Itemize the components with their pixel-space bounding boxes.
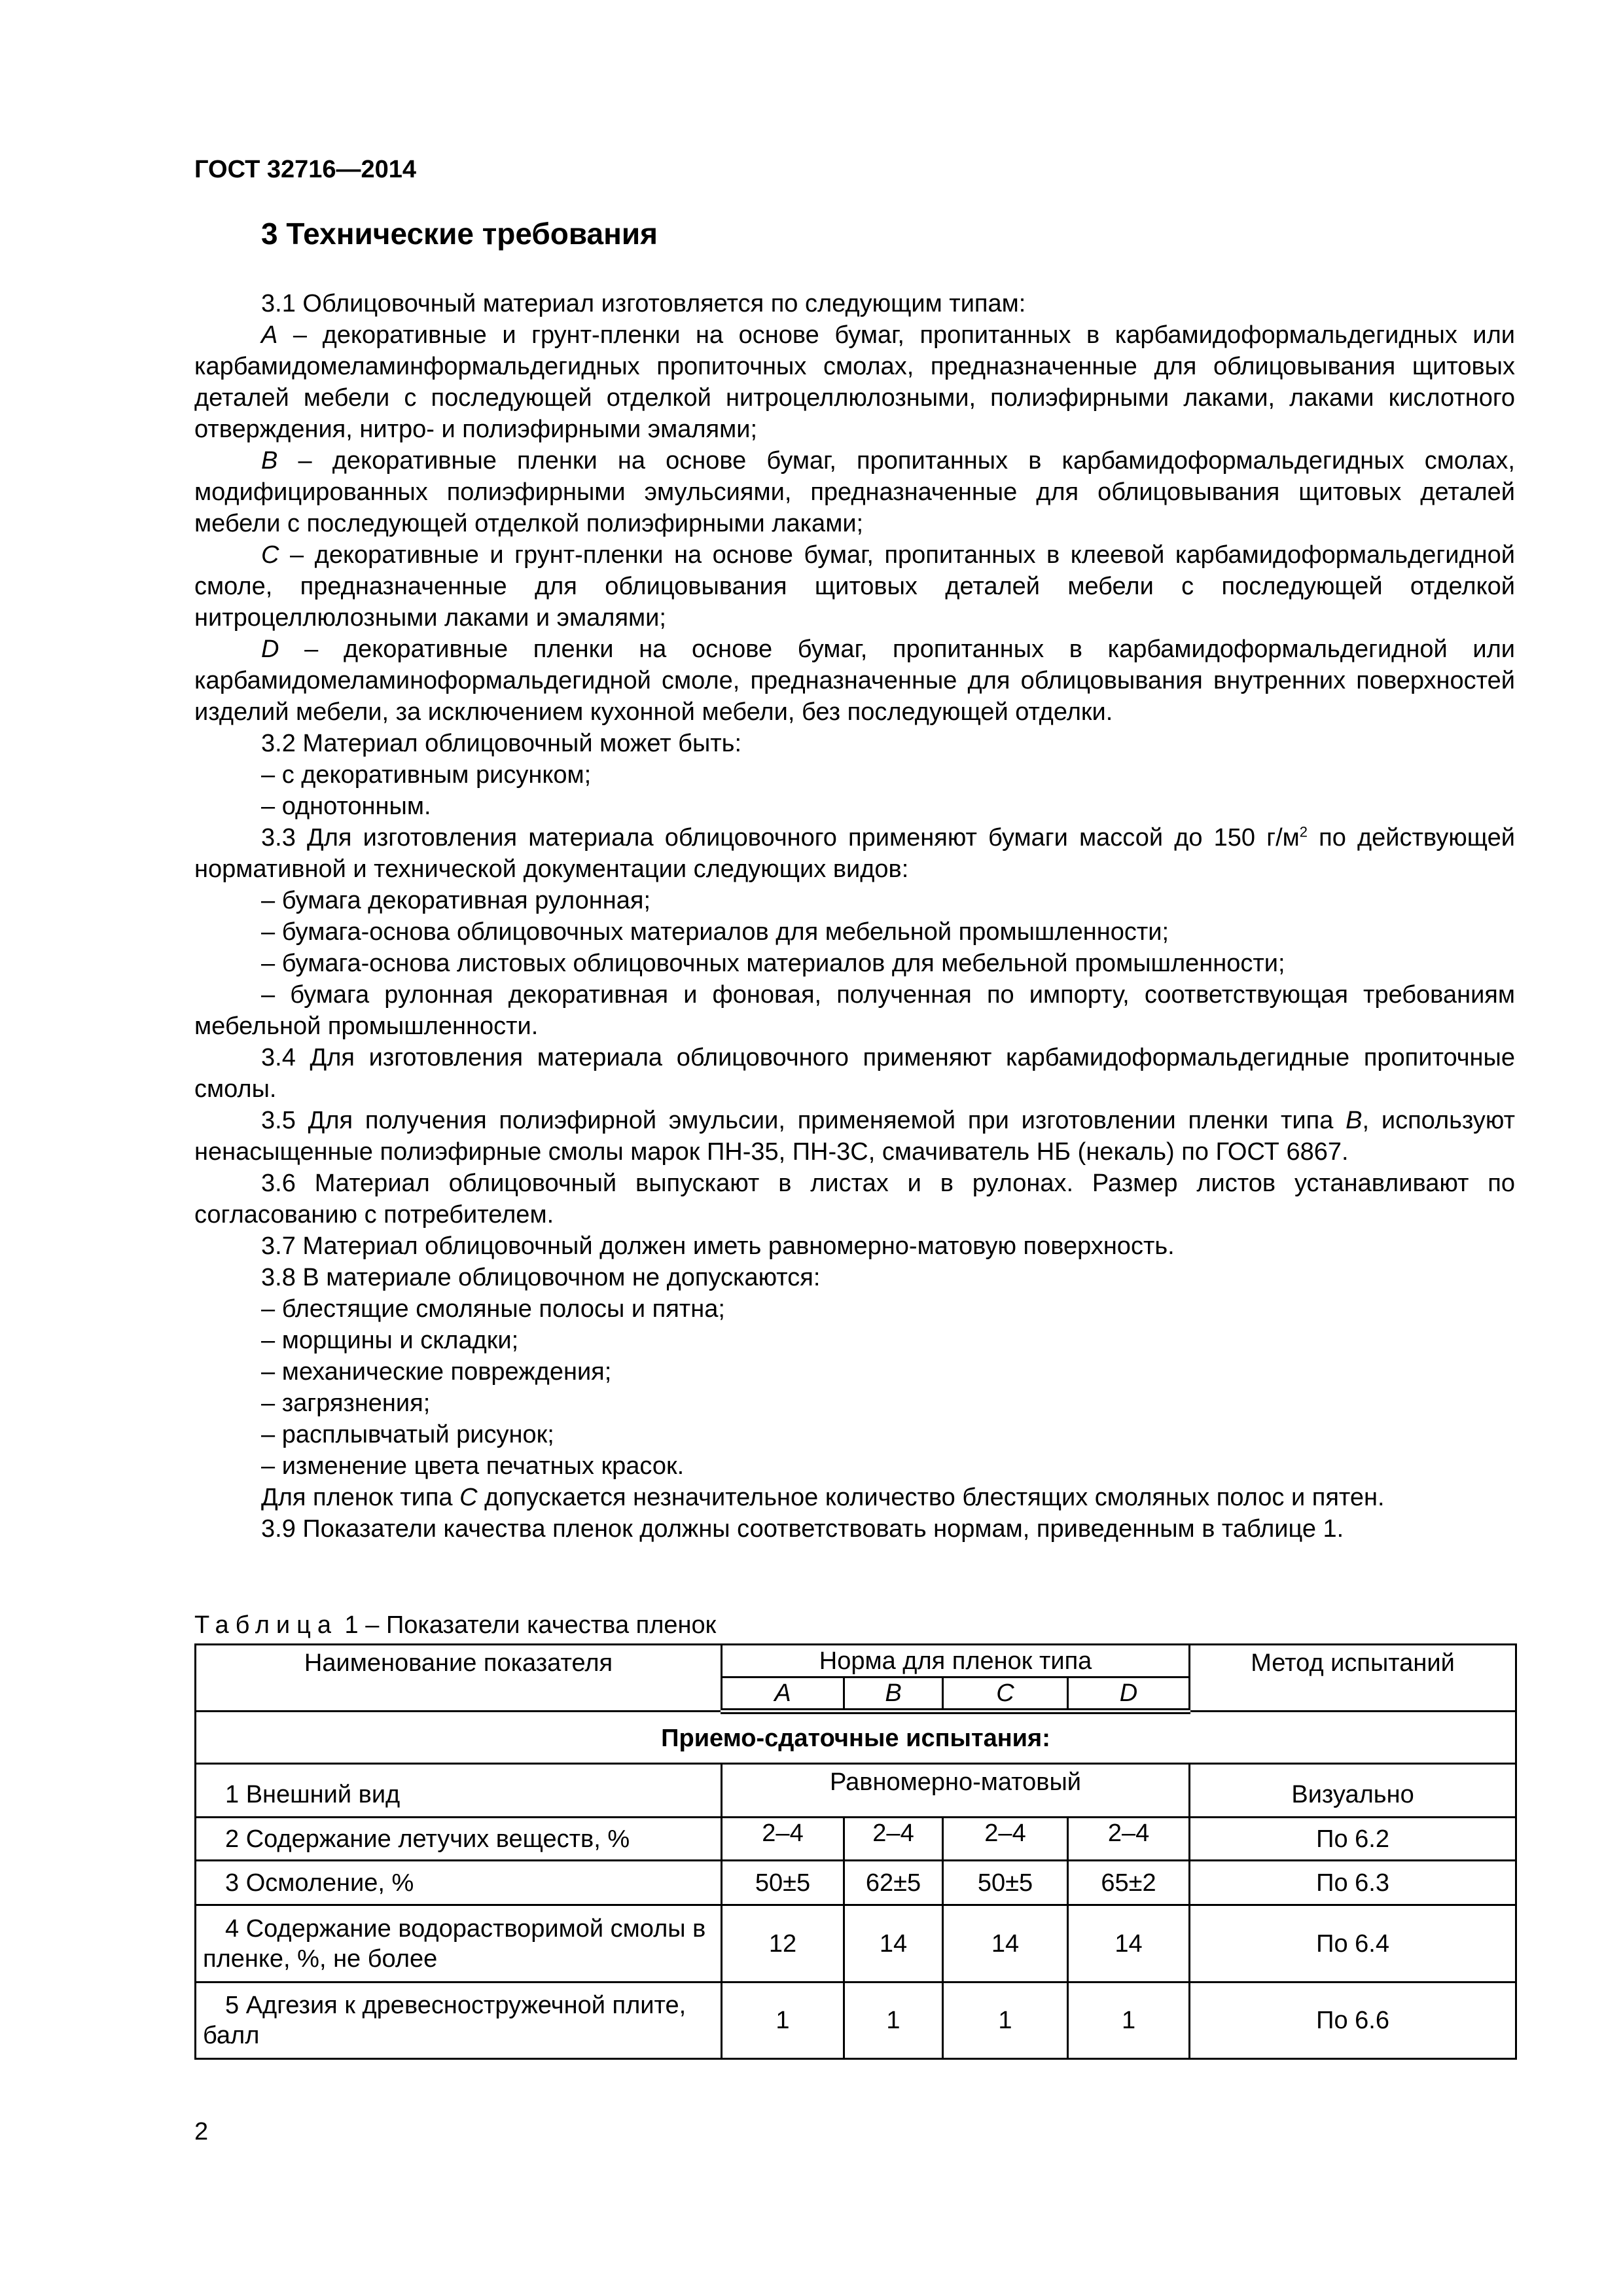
paragraph-text: – механические повреждения; — [261, 1358, 612, 1386]
paragraph-text: – декоративные и грунт-пленки на основе бумаг, пропитанных в карбамидоформальдегидных или карбамидомеламинформальдегидных пропиточных смолах, предназначенные для облицовывания щитовых деталей мебели с последующей отделкой нитроцеллюлозными, полиэфирными лаками, лаками кислотного отверждения, нитро- и полиэфирными эмалями; — [194, 321, 1515, 443]
type-letter: D — [261, 636, 279, 663]
row-value: 2–4 — [844, 1818, 943, 1861]
row-name: 4 Содержание водорастворимой смолы в пленке, %, не более — [196, 1905, 722, 1982]
paragraph-text: – бумага декоративная рулонная; — [261, 887, 651, 914]
paragraph-text: – загрязнения; — [261, 1390, 431, 1417]
paragraph-text: – бумага рулонная декоративная и фоновая, полученная по импорту, соответствующая требованиям мебельной промышленности. — [194, 981, 1515, 1040]
paragraph-text: 3.1 Облицовочный материал изготовляется по следующим типам: — [261, 290, 1026, 317]
row-norm: Равномерно-матовый — [722, 1764, 1190, 1818]
table-row — [196, 1905, 1516, 1982]
row-value: 62±5 — [844, 1861, 943, 1905]
row-method: По 6.6 — [1190, 1982, 1516, 2059]
paragraph — [194, 288, 1515, 319]
table-caption-word: Таблица — [194, 1611, 338, 1639]
row-value: 12 — [722, 1905, 844, 1982]
table-caption-title: 1 – Показатели качества пленок — [338, 1611, 717, 1639]
quality-table — [194, 1643, 1517, 2060]
row-value: 1 — [943, 1982, 1068, 2059]
paragraph-text: , используют ненасыщенные полиэфирные смолы марок ПН-35, ПН-3С, смачиватель НБ (некаль) по ГОСТ 6867. — [194, 1107, 1515, 1166]
paragraph — [194, 1105, 1515, 1168]
paragraph-text: 3.3 Для изготовления материала облицовочного применяют бумаги массой до 150 г/м — [261, 824, 1300, 852]
row-method: По 6.3 — [1190, 1861, 1516, 1905]
paragraph-text: – однотонным. — [261, 793, 431, 820]
header-method: Метод испытаний — [1190, 1645, 1516, 1712]
row-name: 2 Содержание летучих веществ, % — [196, 1818, 722, 1861]
row-name: 5 Адгезия к древесностружечной плите, балл — [196, 1982, 722, 2059]
document-header: ГОСТ 32716—2014 — [194, 156, 417, 183]
paragraph-text: – с декоративным рисунком; — [261, 761, 592, 789]
row-value: 14 — [1068, 1905, 1190, 1982]
type-letter: C — [261, 541, 279, 569]
row-value: 1 — [844, 1982, 943, 2059]
row-value: 14 — [844, 1905, 943, 1982]
paragraph-text: – бумага-основа облицовочных материалов для мебельной промышленности; — [261, 918, 1169, 946]
paragraph — [194, 885, 1515, 916]
row-value: 50±5 — [722, 1861, 844, 1905]
table-row — [196, 1764, 1516, 1818]
paragraph-text: 3.5 Для получения полиэфирной эмульсии, применяемой при изготовлении пленки типа — [261, 1107, 1346, 1134]
paragraph-text: допускается незначительное количество блестящих смоляных полос и пятен. — [477, 1484, 1385, 1511]
paragraph — [194, 759, 1515, 791]
paragraph — [194, 1325, 1515, 1356]
type-d: D — [1068, 1677, 1190, 1712]
paragraph-text: – морщины и складки; — [261, 1327, 519, 1354]
paragraph-text: – декоративные пленки на основе бумаг, пропитанных в карбамидоформальдегидной или карбамидомеламиноформальдегидной смоле, предназначенные для облицовывания внутренних поверхностей изделий мебели, за исключением кухонной мебели, без последующей отделки. — [194, 636, 1515, 726]
row-value: 14 — [943, 1905, 1068, 1982]
type-a: A — [722, 1677, 844, 1712]
table-row — [196, 1861, 1516, 1905]
header-name: Наименование показателя — [196, 1645, 722, 1712]
row-value: 1 — [722, 1982, 844, 2059]
paragraph — [194, 791, 1515, 822]
paragraph-text: 3.6 Материал облицовочный выпускают в листах и в рулонах. Размер листов устанавливают по согласованию с потребителем. — [194, 1170, 1515, 1229]
paragraph — [194, 445, 1515, 539]
body-text — [194, 288, 1515, 1545]
row-value: 2–4 — [943, 1818, 1068, 1861]
type-letter: C — [459, 1484, 478, 1511]
type-letter: B — [1346, 1107, 1363, 1134]
paragraph — [194, 822, 1515, 885]
paragraph-text: 3.4 Для изготовления материала облицовочного применяют карбамидоформальдегидные пропиточные смолы. — [194, 1044, 1515, 1103]
paragraph — [194, 539, 1515, 634]
row-value: 65±2 — [1068, 1861, 1190, 1905]
table-row — [196, 1982, 1516, 2059]
paragraph-text: по действующей нормативной и технической документации следующих видов: — [194, 824, 1515, 883]
type-letter: B — [261, 447, 278, 475]
paragraph — [194, 1388, 1515, 1419]
paragraph — [194, 1168, 1515, 1230]
paragraph — [194, 1293, 1515, 1325]
paragraph — [194, 948, 1515, 979]
row-method: По 6.4 — [1190, 1905, 1516, 1982]
paragraph-text: 3.7 Материал облицовочный должен иметь равномерно-матовую поверхность. — [261, 1232, 1175, 1260]
header-norm: Норма для пленок типа — [722, 1645, 1190, 1677]
row-name: 1 Внешний вид — [196, 1764, 722, 1818]
section-title: 3 Технические требования — [261, 217, 658, 251]
row-method: По 6.2 — [1190, 1818, 1516, 1861]
row-method: Визуально — [1190, 1764, 1516, 1818]
paragraph — [194, 728, 1515, 759]
group-row: Приемо-сдаточные испытания: — [196, 1712, 1516, 1764]
paragraph-text: 3.8 В материале облицовочном не допускаются: — [261, 1264, 821, 1291]
paragraph — [194, 916, 1515, 948]
paragraph — [194, 634, 1515, 728]
paragraph-text: – бумага-основа листовых облицовочных материалов для мебельной промышленности; — [261, 950, 1285, 977]
paragraph — [194, 979, 1515, 1042]
table-caption — [194, 1611, 716, 1640]
paragraph-text: – декоративные и грунт-пленки на основе бумаг, пропитанных в клеевой карбамидоформальдегидной смоле, предназначенные для облицовывания щитовых деталей мебели с последующей отделкой нитроцеллюлозными лаками и эмалями; — [194, 541, 1515, 632]
paragraph — [194, 319, 1515, 445]
paragraph — [194, 1419, 1515, 1450]
row-value: 2–4 — [722, 1818, 844, 1861]
paragraph — [194, 1042, 1515, 1105]
type-letter: A — [261, 321, 278, 349]
superscript: 2 — [1299, 823, 1308, 840]
paragraph — [194, 1513, 1515, 1545]
paragraph-text: – расплывчатый рисунок; — [261, 1421, 554, 1448]
page-number: 2 — [194, 2118, 209, 2145]
type-b: B — [844, 1677, 943, 1712]
type-c: C — [943, 1677, 1068, 1712]
paragraph — [194, 1450, 1515, 1482]
paragraph-text: 3.9 Показатели качества пленок должны соответствовать нормам, приведенным в таблице 1. — [261, 1515, 1344, 1543]
paragraph-text: – декоративные пленки на основе бумаг, пропитанных в карбамидоформальдегидных смолах, модифицированных полиэфирными эмульсиями, предназначенные для облицовывания щитовых деталей мебели с последующей отделкой полиэфирными лаками; — [194, 447, 1515, 537]
paragraph-text: – изменение цвета печатных красок. — [261, 1452, 685, 1480]
paragraph — [194, 1262, 1515, 1293]
row-name: 3 Осмоление, % — [196, 1861, 722, 1905]
row-value: 2–4 — [1068, 1818, 1190, 1861]
paragraph-text: Для пленок типа — [261, 1484, 460, 1511]
paragraph — [194, 1230, 1515, 1262]
paragraph — [194, 1482, 1515, 1513]
paragraph — [194, 1356, 1515, 1388]
paragraph-text: – блестящие смоляные полосы и пятна; — [261, 1295, 725, 1323]
table-row — [196, 1818, 1516, 1861]
paragraph-text: 3.2 Материал облицовочный может быть: — [261, 730, 742, 757]
row-value: 50±5 — [943, 1861, 1068, 1905]
row-value: 1 — [1068, 1982, 1190, 2059]
